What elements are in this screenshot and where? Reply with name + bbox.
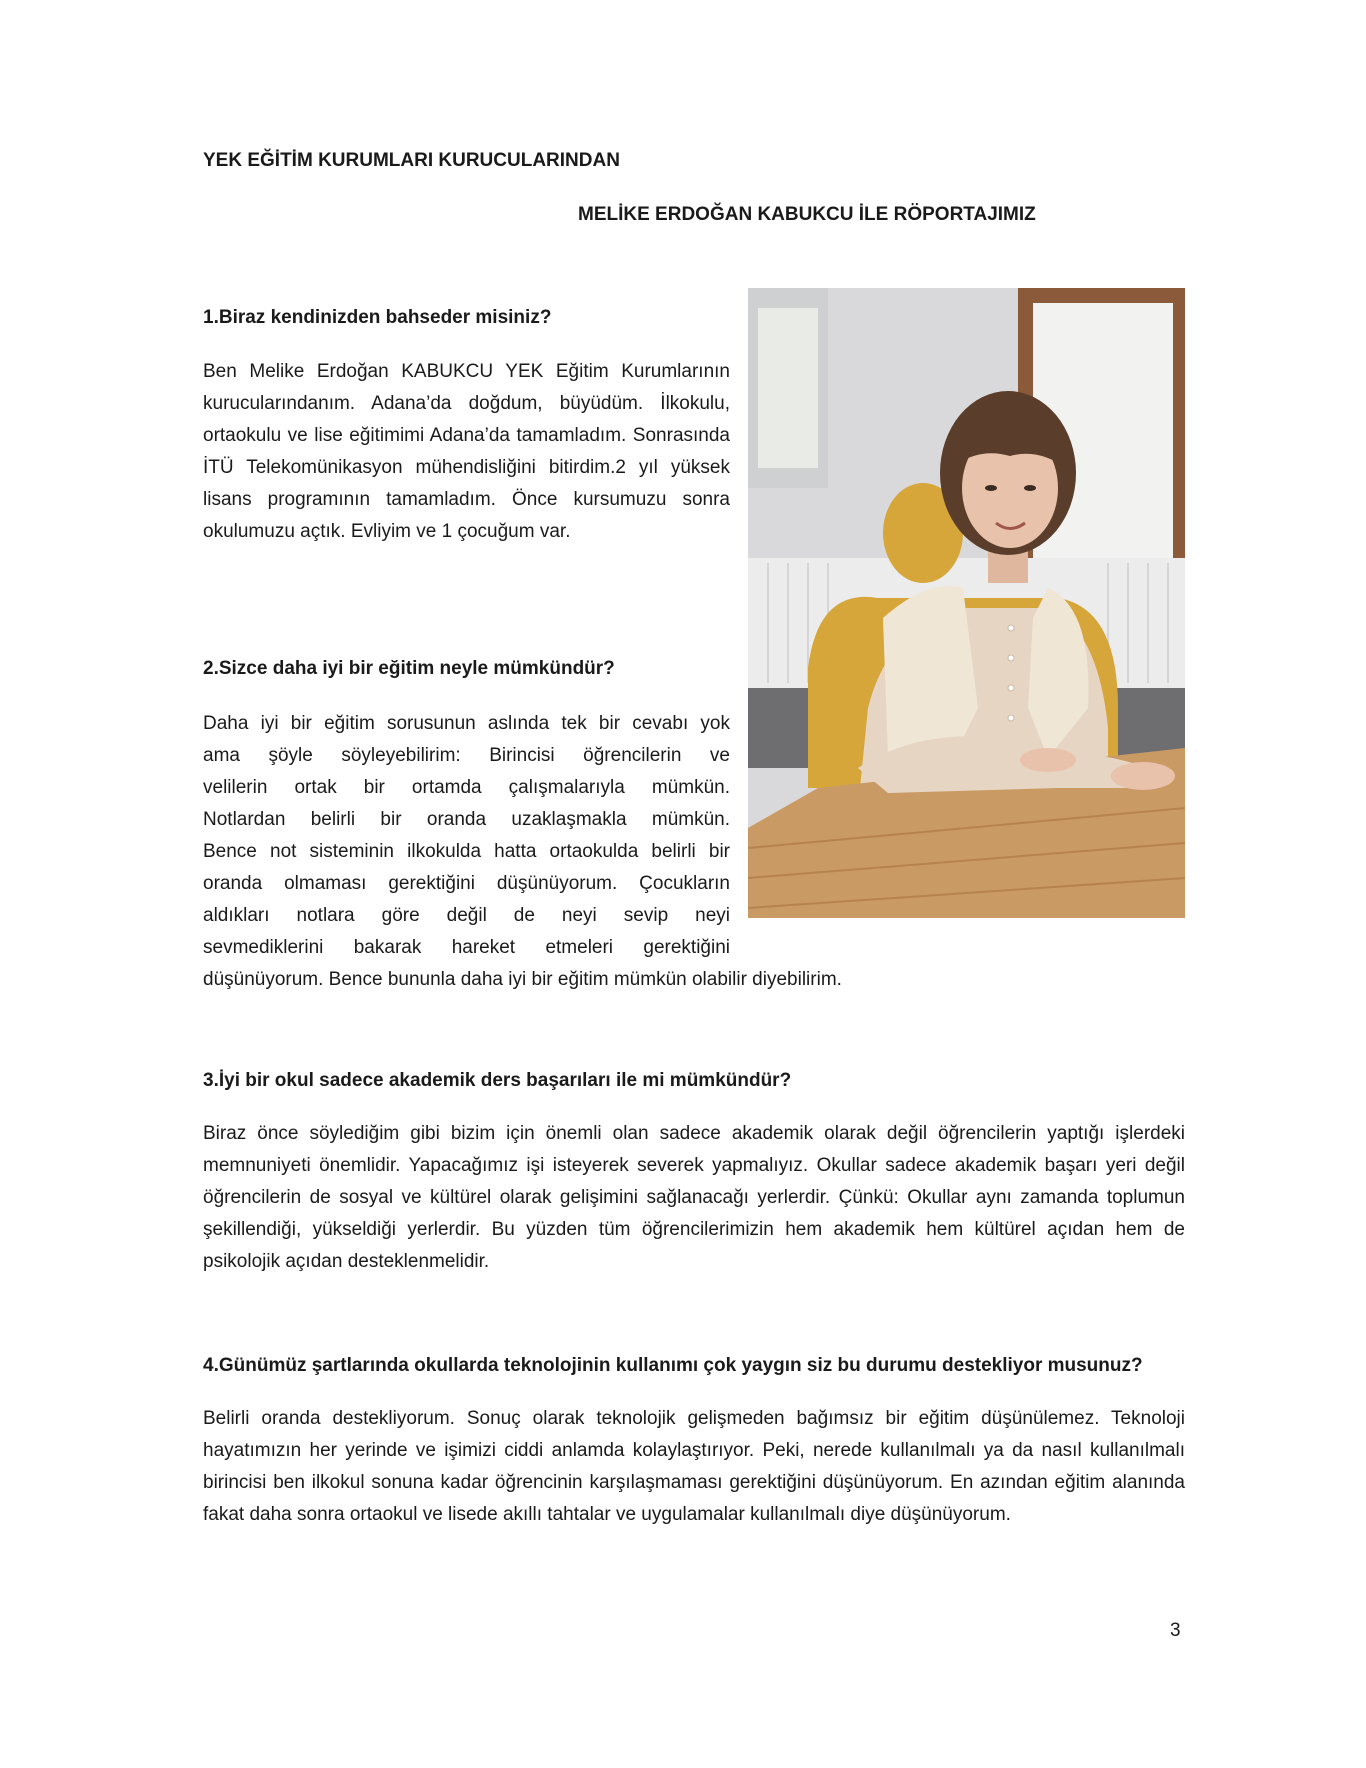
- answer-2-line: ama şöyle söyleyebilirim: Birincisi öğrencilerin ve: [203, 745, 730, 766]
- page-number: 3: [1170, 1620, 1181, 1641]
- answer-2-line: Daha iyi bir eğitim sorusunun aslında tek bir cevabı yok: [203, 713, 730, 734]
- answer-1-text: Ben Melike Erdoğan KABUKCU YEK Eğitim Kurumlarının kurucularındanım. Adana’da doğdum, büyüdüm. İlkokulu, ortaokulu ve lise eğitimimi Adana’da tamamladım. Sonrasında İTÜ Telekomünikasyon mühendisliğini bitirdim.2 yıl yüksek lisans programının tamamladım. Önce kursumuzu sonra okulumuzu açtık. Evliyim ve 1 çocuğum var.: [203, 361, 730, 542]
- answer-2-line: Notlardan belirli bir oranda uzaklaşmakla mümkün.: [203, 809, 730, 830]
- answer-2-line: düşünüyorum. Bence bununla daha iyi bir eğitim mümkün olabilir diyebilirim.: [203, 969, 842, 990]
- answer-2-line: Bence not sisteminin ilkokulda hatta ortaokulda belirli bir: [203, 841, 730, 862]
- question-1-heading: 1.Biraz kendinizden bahseder misiniz?: [203, 307, 552, 328]
- answer-2-line: oranda olmaması gerektiğini düşünüyorum. Çocukların: [203, 873, 730, 894]
- answer-3-text: Biraz önce söylediğim gibi bizim için önemli olan sadece akademik olarak değil öğrencilerin yaptığı işlerdeki memnuniyeti önemlidir. Yapacağımız işi isteyerek severek yapmalıyız. Okullar sadece akademik başarı yeri değil öğrencilerin de sosyal ve kültürel olarak gelişimini sağlanacağı yerlerdir. Çünkü: Okullar aynı zamanda toplumun şekillendiği, yükseldiği yerlerdir. Bu yüzden tüm öğrencilerimizin hem akademik hem kültürel açıdan hem de psikolojik açıdan desteklenmelidir.: [203, 1123, 1185, 1272]
- document-title-line1: YEK EĞİTİM KURUMLARI KURUCULARINDAN: [203, 150, 620, 171]
- document-title-line2: MELİKE ERDOĞAN KABUKCU İLE RÖPORTAJIMIZ: [578, 204, 1036, 225]
- question-2-heading: 2.Sizce daha iyi bir eğitim neyle mümkündür?: [203, 658, 615, 679]
- answer-2-line: sevmediklerini bakarak hareket etmeleri gerektiğini: [203, 937, 730, 958]
- answer-2-line: aldıkları notlara göre değil de neyi sevip neyi: [203, 905, 730, 926]
- question-3-heading: 3.İyi bir okul sadece akademik ders başarıları ile mi mümkündür?: [203, 1070, 792, 1091]
- question-4-heading: 4.Günümüz şartlarında okullarda teknolojinin kullanımı çok yaygın siz bu durumu destekliyor musunuz?: [203, 1355, 1143, 1376]
- answer-4-text: Belirli oranda destekliyorum. Sonuç olarak teknolojik gelişmeden bağımsız bir eğitim düşünülemez. Teknoloji hayatımızın her yerinde ve işimizi ciddi anlamda kolaylaştırıyor. Peki, nerede kullanılmalı ya da nasıl kullanılmalı birincisi ben ilkokul sonuna kadar öğrencinin karşılaşmaması gerektiğini düşünüyorum. En azından eğitim alanında fakat daha sonra ortaokul ve lisede akıllı tahtalar ve uygulamalar kullanılmalı diye düşünüyorum.: [203, 1408, 1185, 1525]
- answer-2-line: velilerin ortak bir ortamda çalışmalarıyla mümkün.: [203, 777, 730, 798]
- answer-2-text: [203, 708, 1185, 996]
